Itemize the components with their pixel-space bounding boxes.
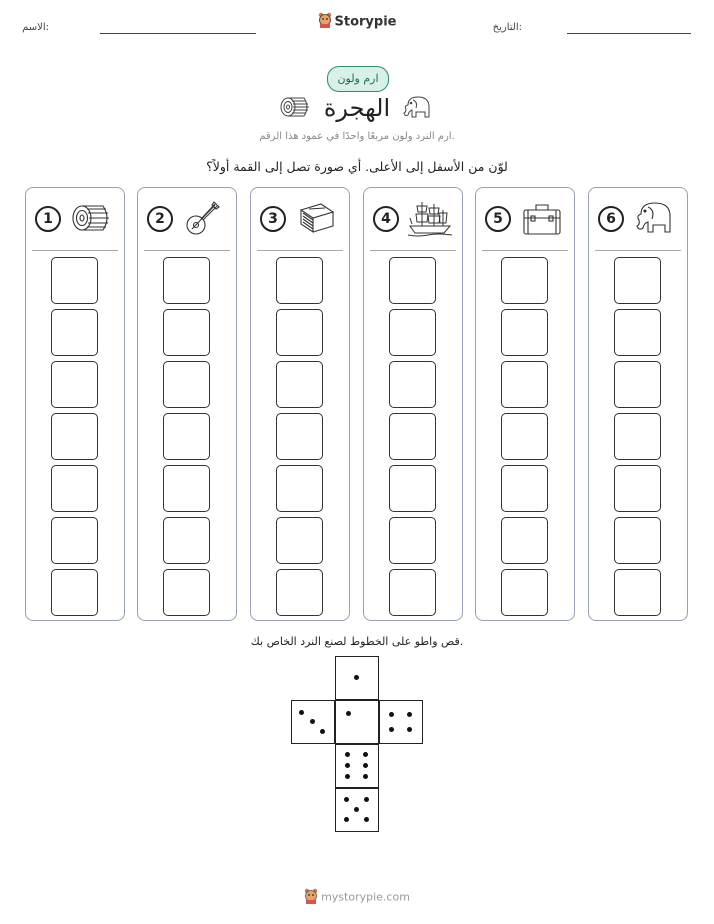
book-icon (295, 198, 339, 238)
color-box[interactable] (276, 361, 323, 408)
die-face (335, 744, 379, 788)
color-box[interactable] (389, 569, 436, 616)
color-box[interactable] (501, 413, 548, 460)
hay-bale-icon (70, 198, 114, 238)
color-box[interactable] (501, 361, 548, 408)
date-line[interactable] (567, 33, 691, 34)
color-box[interactable] (51, 569, 98, 616)
name-label: الاسم: (22, 22, 49, 33)
instructions-subtitle: ارم النرد ولون مربعًا واحدًا في عمود هذا الرقم. (259, 131, 455, 142)
page-title: الهجرة (323, 94, 391, 122)
color-box[interactable] (614, 257, 661, 304)
color-box[interactable] (614, 361, 661, 408)
color-box[interactable] (389, 413, 436, 460)
column-3 (250, 187, 350, 621)
activity-badge: ارم ولون (327, 66, 389, 92)
ship-icon (408, 198, 452, 238)
color-box[interactable] (51, 413, 98, 460)
color-box[interactable] (276, 309, 323, 356)
color-box[interactable] (51, 361, 98, 408)
color-box[interactable] (163, 257, 210, 304)
storypie-logo (0, 12, 714, 32)
column-2 (137, 187, 237, 621)
color-box[interactable] (501, 569, 548, 616)
color-box[interactable] (276, 257, 323, 304)
suitcase-icon (520, 198, 564, 238)
column-number: 5 (485, 206, 511, 232)
question-text: لوّن من الأسفل إلى الأعلى. أي صورة تصل إلى القمة أولاً؟ (206, 159, 508, 174)
date-label: التاريخ: (492, 22, 522, 33)
color-box[interactable] (51, 465, 98, 512)
color-box[interactable] (163, 361, 210, 408)
color-box[interactable] (614, 413, 661, 460)
color-box[interactable] (276, 413, 323, 460)
elephant-icon (633, 198, 677, 238)
color-box[interactable] (51, 257, 98, 304)
color-box[interactable] (501, 309, 548, 356)
column-6 (588, 187, 688, 621)
color-box[interactable] (276, 465, 323, 512)
color-box[interactable] (389, 257, 436, 304)
color-box[interactable] (51, 517, 98, 564)
column-5 (475, 187, 575, 621)
name-line[interactable] (100, 33, 256, 34)
color-box[interactable] (614, 465, 661, 512)
column-4 (363, 187, 463, 621)
bear-logo-icon (318, 12, 332, 32)
die-net (290, 656, 426, 836)
column-number: 6 (598, 206, 624, 232)
color-box[interactable] (163, 569, 210, 616)
color-box[interactable] (614, 517, 661, 564)
footer-url[interactable]: mystorypie.com (321, 890, 410, 904)
color-box[interactable] (276, 569, 323, 616)
color-box[interactable] (163, 413, 210, 460)
column-number: 2 (147, 206, 173, 232)
die-instruction: قص واطو على الخطوط لصنع النرد الخاص بك. (250, 635, 464, 648)
color-box[interactable] (276, 517, 323, 564)
color-box[interactable] (501, 517, 548, 564)
color-box[interactable] (389, 465, 436, 512)
lute-icon (182, 198, 226, 238)
die-face (335, 788, 379, 832)
color-box[interactable] (389, 309, 436, 356)
footer (0, 888, 714, 907)
color-box[interactable] (163, 517, 210, 564)
color-box[interactable] (51, 309, 98, 356)
color-box[interactable] (614, 569, 661, 616)
die-face (291, 700, 335, 744)
color-box[interactable] (163, 465, 210, 512)
column-number: 4 (373, 206, 399, 232)
die-face (379, 700, 423, 744)
color-box[interactable] (389, 517, 436, 564)
die-face (335, 700, 379, 744)
color-box[interactable] (501, 465, 548, 512)
column-number: 1 (35, 206, 61, 232)
color-box[interactable] (389, 361, 436, 408)
column-number: 3 (260, 206, 286, 232)
column-1 (25, 187, 125, 621)
die-face (335, 656, 379, 700)
brand-name: Storypie (334, 14, 397, 30)
color-box[interactable] (614, 309, 661, 356)
color-box[interactable] (501, 257, 548, 304)
bear-logo-icon (304, 888, 318, 907)
color-box[interactable] (163, 309, 210, 356)
elephant-icon (402, 95, 434, 121)
